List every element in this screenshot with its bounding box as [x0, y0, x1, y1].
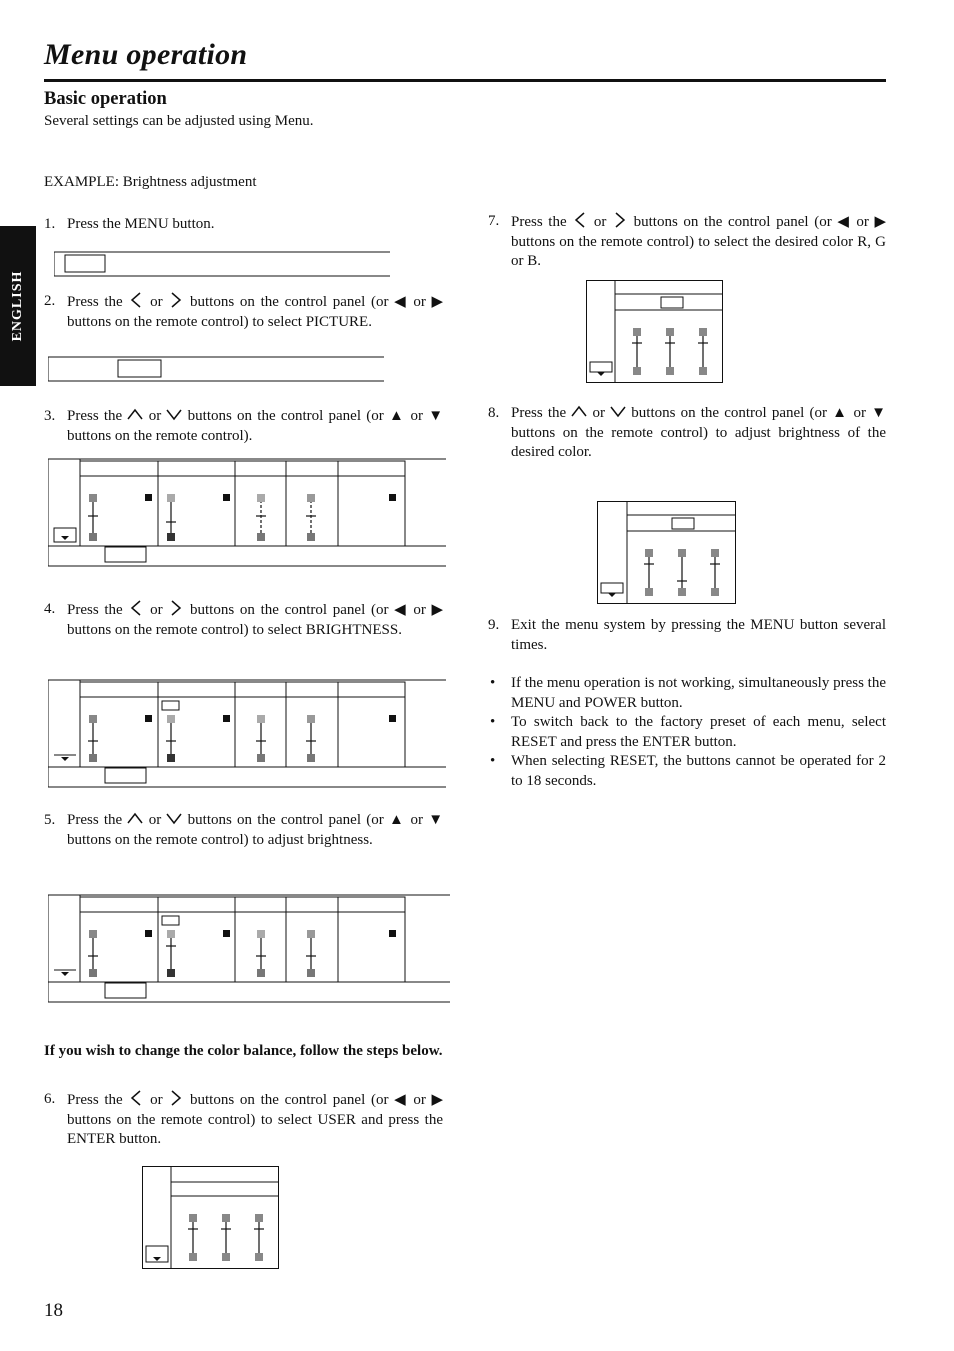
chevron-down-icon: [166, 811, 182, 825]
step-8: 8. Press the or buttons on the control panel (or ▲ or ▼ buttons on the remote control) to adjust brightness of the desired color.: [488, 405, 887, 460]
step-7: 7. Press the or buttons on the control panel (or ◀ or ▶ buttons on the remote control) to select the desired color R, G or B.: [488, 213, 887, 269]
user-rgb-figure-8: [597, 501, 737, 605]
user-rgb-figure-6: [142, 1166, 280, 1270]
section-title: Basic operation: [44, 89, 167, 109]
chevron-right-icon: [168, 1090, 184, 1106]
note-item: • To switch back to the factory preset of each menu, select RESET and press the ENTER button.: [490, 714, 886, 750]
chevron-left-icon: [128, 1090, 144, 1106]
picture-menu-figure-4: [48, 679, 448, 791]
picture-menu-figure-3: [48, 458, 448, 570]
step-6: 6. Press the or buttons on the control panel (or ◀ or ▶ buttons on the remote control) to select USER and press the ENTER button.: [44, 1091, 444, 1147]
chevron-left-icon: [128, 292, 144, 308]
chevron-up-icon: [127, 811, 143, 825]
step-3: 3. Press the or buttons on the control panel (or ▲ or ▼ buttons on the remote control).: [44, 408, 444, 444]
step-9: 9. Exit the menu system by pressing the MENU button several times.: [488, 617, 886, 653]
picture-menu-figure-5: [48, 894, 452, 1006]
note-item: • When selecting RESET, the buttons cannot be operated for 2 to 18 seconds.: [490, 753, 886, 789]
intro-text: Several settings can be adjusted using Menu.: [44, 113, 314, 129]
user-rgb-figure-7: [586, 280, 724, 384]
chevron-left-icon: [128, 600, 144, 616]
language-tab: ENGLISH: [0, 226, 36, 386]
chevron-down-icon: [610, 404, 626, 418]
step-4: 4. Press the or buttons on the control panel (or ◀ or ▶ buttons on the remote control) to select BRIGHTNESS.: [44, 601, 444, 638]
chevron-down-icon: [166, 407, 182, 421]
color-balance-heading: If you wish to change the color balance, follow the steps below.: [44, 1043, 443, 1059]
menu-bar-figure-1: [54, 250, 392, 278]
note-item: • If the menu operation is not working, simultaneously press the MENU and POWER button.: [490, 675, 886, 711]
page-number: 18: [44, 1300, 63, 1321]
step-2: 2. Press the or buttons on the control panel (or ◀ or ▶ buttons on the remote control) to select PICTURE.: [44, 293, 444, 330]
chevron-right-icon: [612, 212, 628, 228]
notes-list: [488, 674, 886, 791]
chevron-right-icon: [168, 292, 184, 308]
step-5: 5. Press the or buttons on the control panel (or ▲ or ▼ buttons on the remote control) to adjust brightness.: [44, 812, 444, 848]
chevron-up-icon: [127, 407, 143, 421]
page-title: Menu operation: [44, 38, 248, 71]
chevron-up-icon: [571, 404, 587, 418]
title-rule: [44, 79, 886, 82]
menu-bar-figure-2: [48, 355, 386, 383]
step-1: 1. Press the MENU button.: [44, 216, 215, 232]
chevron-right-icon: [168, 600, 184, 616]
example-text: EXAMPLE: Brightness adjustment: [44, 174, 257, 190]
chevron-left-icon: [572, 212, 588, 228]
